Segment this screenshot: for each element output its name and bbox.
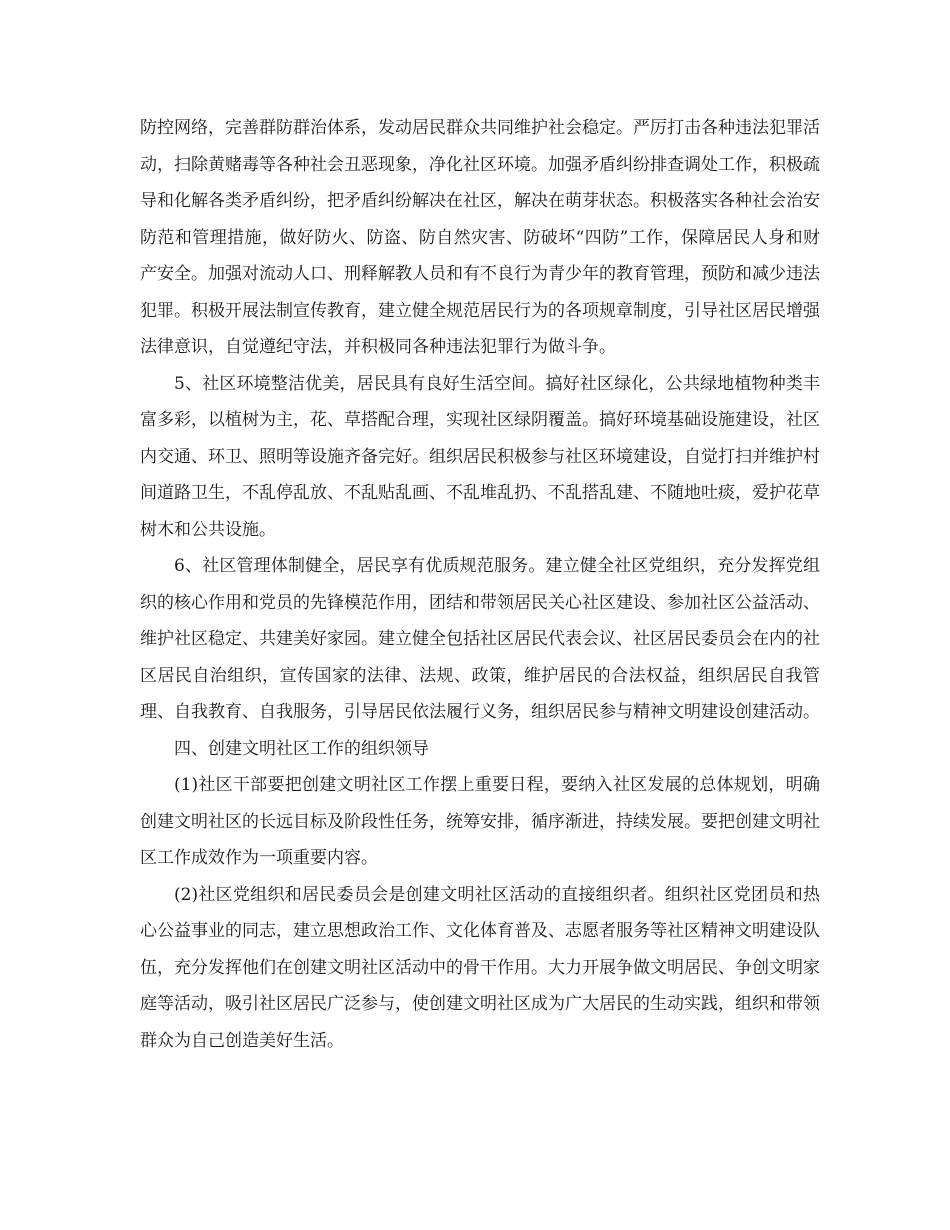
- paragraph-item-5-environment: 5、社区环境整洁优美，居民具有良好生活空间。搞好社区绿化，公共绿地植物种类丰富多彩，以植树为主，花、草搭配合理，实现社区绿阴覆盖。搞好环境基础设施建设，社区内交通、环卫、照明等设施齐备完好。组织居民积极参与社区环境建设，自觉打扫并维护村间道路卫生，不乱停乱放、不乱贴乱画、不乱堆乱扔、不乱搭乱建、不随地吐痰，爱护花草树木和公共设施。: [140, 373, 820, 540]
- paragraph-item-6-management: 6、社区管理体制健全，居民享有优质规范服务。建立健全社区党组织，充分发挥党组织的核心作用和党员的先锋模范作用，团结和带领居民关心社区建设、参加社区公益活动、维护社区稳定、共建美好家园。建立健全包括社区居民代表会议、社区居民委员会在内的社区居民自治组织，宣传国家的法律、法规、政策，维护居民的合法权益，组织居民自我管理、自我教育、自我服务，引导居民依法履行义务，组织居民参与精神文明建设创建活动。: [140, 556, 820, 722]
- section-heading-organization: 四、创建文明社区工作的组织领导: [174, 738, 429, 759]
- paragraph-continuation: 防控网络，完善群防群治体系，发动居民群众共同维护社会稳定。严厉打击各种违法犯罪活动，扫除黄赌毒等各种社会丑恶现象，净化社区环境。加强矛盾纠纷排查调处工作，积极疏导和化解各类矛盾纠纷，把矛盾纠纷解决在社区，解决在萌芽状态。积极落实各种社会治安防范和管理措施，做好防火、防盗、防自然灾害、防破坏“四防”工作，保障居民人身和财产安全。加强对流动人口、刑释解教人员和有不良行为青少年的教育管理，预防和减少违法犯罪。积极开展法制宣传教育，建立健全规范居民行为的各项规章制度，引导社区居民增强法律意识，自觉遵纪守法，并积极同各种违法犯罪行为做斗争。: [140, 118, 820, 357]
- paragraph-subitem-2: (2)社区党组织和居民委员会是创建文明社区活动的直接组织者。组织社区党团员和热心公益事业的同志，建立思想政治工作、文化体育普及、志愿者服务等社区精神文明建设队伍，充分发挥他们在创建文明社区活动中的骨干作用。大力开展争做文明居民、争创文明家庭等活动，吸引社区居民广泛参与，使创建文明社区成为广大居民的生动实践，组织和带领群众为自己创造美好生活。: [140, 884, 820, 1051]
- paragraph-subitem-1: (1)社区干部要把创建文明社区工作摆上重要日程，要纳入社区发展的总体规划，明确创建文明社区的长远目标及阶段性任务，统筹安排，循序渐进，持续发展。要把创建文明社区工作成效作为一项重要内容。: [140, 775, 820, 868]
- document-body: [140, 110, 820, 1059]
